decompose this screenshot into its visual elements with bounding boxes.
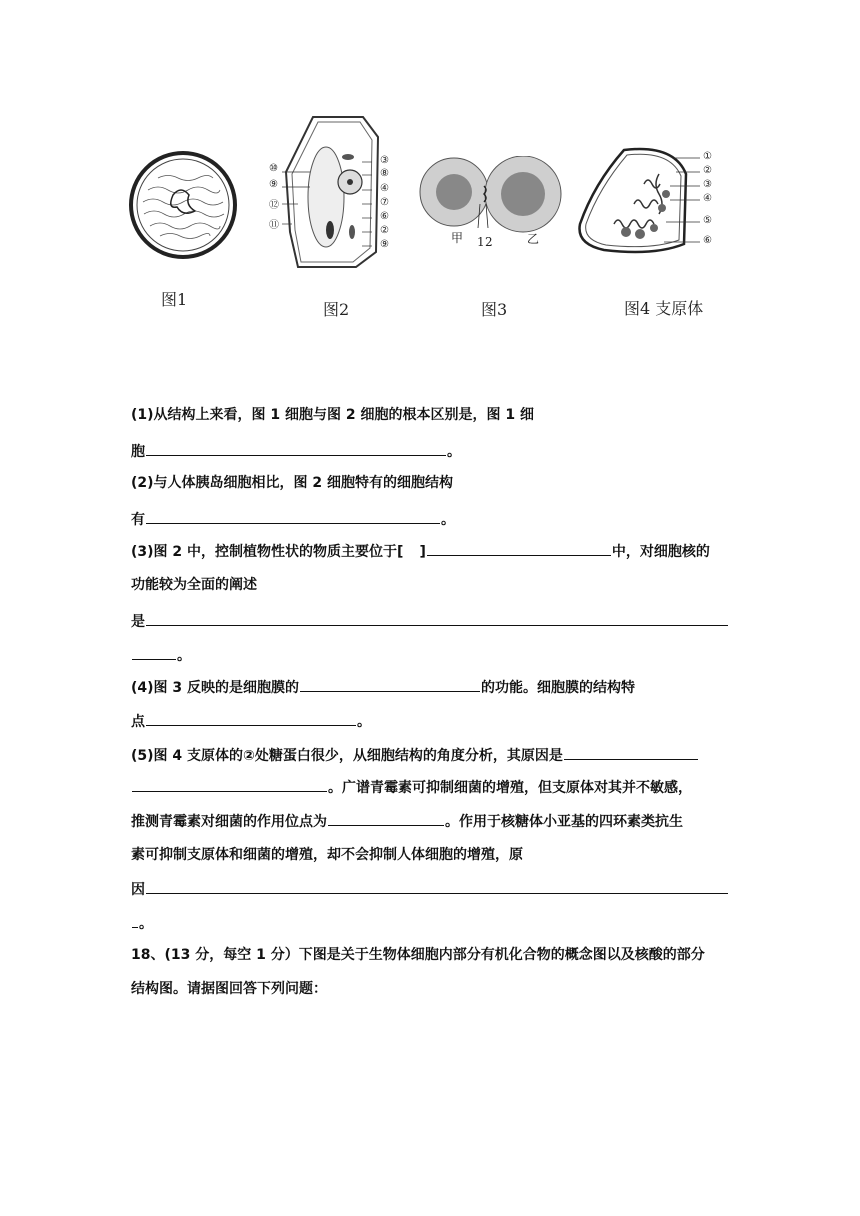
- figure-2-caption: 图2: [323, 300, 350, 319]
- question-2-line-1: (2)与人体胰岛细胞相比，图 2 细胞特有的细胞结构: [131, 475, 454, 491]
- figure-4-label: ③: [703, 179, 712, 190]
- question-3-line-2: 功能较为全面的阐述: [131, 577, 257, 593]
- question-5-line-6: 。: [131, 913, 153, 934]
- figure-4-label: ②: [703, 165, 712, 176]
- figure-4-label: ④: [703, 193, 712, 204]
- figure-2-label: ⑫: [269, 200, 279, 211]
- answer-blank[interactable]: [328, 811, 444, 826]
- figure-2-label: ④: [380, 183, 389, 194]
- question-4-line-1: (4)图 3 反映的是细胞膜的 的功能。细胞膜的结构特: [131, 677, 635, 698]
- figure-2-label: ⑥: [380, 211, 389, 222]
- answer-blank[interactable]: [146, 441, 446, 456]
- figure-2-label: ⑧: [380, 168, 389, 179]
- figure-4-label: ⑤: [703, 215, 712, 226]
- question-1-line-1: (1)从结构上来看，图 1 细胞与图 2 细胞的根本区别是，图 1 细: [131, 407, 535, 423]
- question-3-line-3: 是: [131, 611, 729, 632]
- figure-4-label: ⑥: [703, 235, 712, 246]
- figure-4-mycoplasma: [574, 144, 704, 256]
- figure-3-label-yi: 乙: [527, 232, 540, 246]
- question-18-line-1: 18、(13 分，每空 1 分）下图是关于生物体细胞内部分有机化合物的概念图以及核酸的部分: [131, 947, 705, 963]
- answer-blank[interactable]: [146, 879, 728, 894]
- figure-2-label: ③: [380, 155, 389, 166]
- figure-3-caption: 图3: [481, 300, 508, 319]
- figure-3-label-2: 2: [485, 235, 493, 249]
- answer-blank[interactable]: [146, 509, 440, 524]
- figure-2-label: ②: [380, 225, 389, 236]
- figure-2-label: ⑩: [269, 163, 278, 174]
- figure-4-caption: 图4 支原体: [624, 299, 704, 318]
- question-5-line-3: 推测青霉素对细菌的作用位点为 。作用于核糖体小亚基的四环素类抗生: [131, 811, 683, 832]
- figure-3-label-jia: 甲: [451, 231, 464, 245]
- figure-2-label: ⑨: [269, 179, 278, 190]
- figure-2-plant-cell: [268, 112, 398, 272]
- question-3-line-4: 。: [131, 645, 191, 666]
- answer-blank[interactable]: [564, 745, 698, 760]
- question-5-line-4: 素可抑制支原体和细菌的增殖，却不会抑制人体细胞的增殖，原: [131, 847, 523, 863]
- question-3-line-1: (3)图 2 中，控制植物性状的物质主要位于[ ] 中，对细胞核的: [131, 541, 710, 562]
- answer-blank[interactable]: [427, 541, 611, 556]
- question-5-line-1: (5)图 4 支原体的②处糖蛋白很少，从细胞结构的角度分析，其原因是: [131, 745, 699, 766]
- answer-blank[interactable]: [132, 645, 176, 660]
- answer-blank[interactable]: [146, 611, 728, 626]
- figure-2-label: ⑨: [380, 239, 389, 250]
- question-2-line-2: 有 。: [131, 509, 455, 530]
- question-5-line-2: 。广谱青霉素可抑制细菌的增殖，但支原体对其并不敏感，: [131, 777, 692, 798]
- answer-blank[interactable]: [146, 711, 356, 726]
- figure-1-caption: 图1: [161, 290, 188, 309]
- answer-blank[interactable]: [132, 777, 327, 792]
- figure-2-label: ⑦: [380, 197, 389, 208]
- figure-1-bacterium: [128, 150, 238, 260]
- figure-3-label-1: 1: [477, 235, 485, 249]
- question-4-line-2: 点 。: [131, 711, 371, 732]
- question-1-line-2: 胞 。: [131, 441, 461, 462]
- answer-blank[interactable]: [300, 677, 480, 692]
- figure-3-cell-contact: [418, 156, 563, 236]
- figure-4-label: ①: [703, 151, 712, 162]
- answer-blank[interactable]: [132, 913, 138, 928]
- figure-2-label: ⑪: [269, 220, 279, 231]
- question-5-line-5: 因: [131, 879, 729, 900]
- question-18-line-2: 结构图。请据图回答下列问题：: [131, 981, 327, 997]
